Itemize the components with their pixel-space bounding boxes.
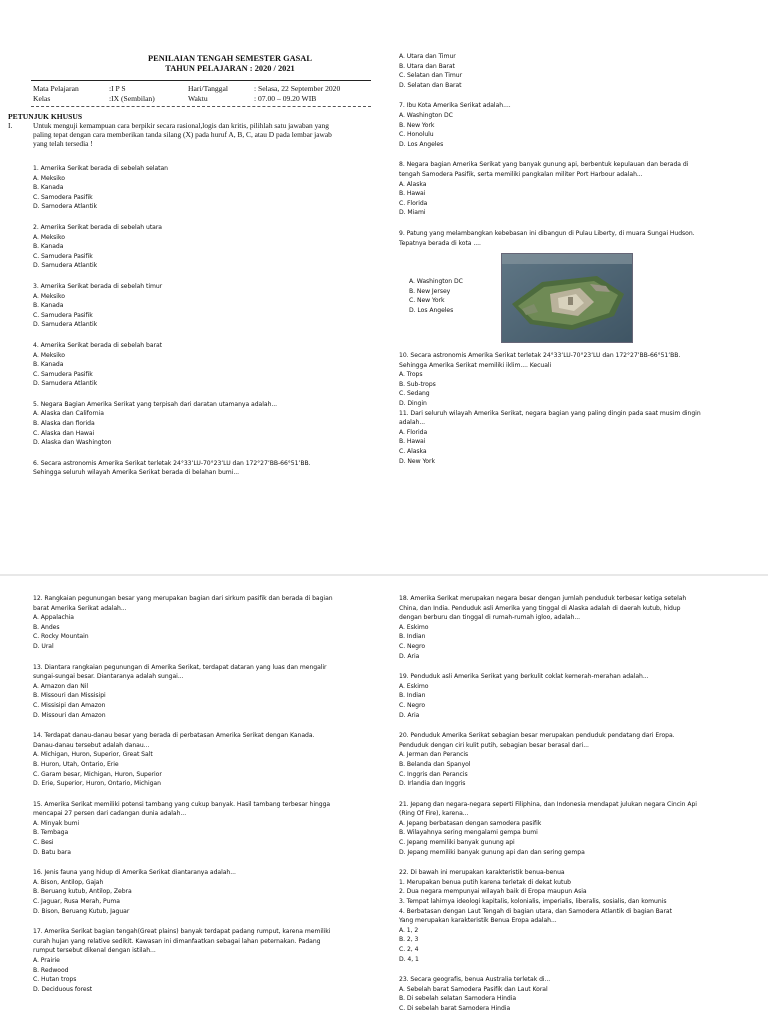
date-label: Hari/Tanggal [188,84,228,93]
option-line: C. Jaguar, Rusa Merah, Puma [33,898,120,906]
option-line: D. Jepang memiliki banyak gunung api dan dan sering gempa [399,848,585,856]
question-line: sungai-sungai besar. Diantaranya adalah sungai... [33,673,184,681]
option-line: C. Hutan trops [33,976,77,984]
question-line: 3. Amerika Serikat berada di sebelah timur [33,282,163,290]
instructions-text [33,121,373,149]
question-line: 13. Diantara rangkaian pegunungan di Amerika Serikat, terdapat dataran yang luas dan mengalir [33,663,327,671]
option-line: A. Sebelah barat Samodera Pasifik dan Laut Koral [399,985,548,993]
question-line: 17. Amerika Serikat bagian tengah(Great plains) banyak terdapat padang rumput, karena memiliki [33,928,331,936]
question-line: 8. Negara bagian Amerika Serikat yang banyak gunung api, berbentuk kepulauan dan berada di [399,161,689,169]
option-line: C. Honolulu [399,131,434,139]
option-line: A. Meksiko [33,292,65,300]
question-line: 20. Penduduk Amerika Serikat sebagian besar merupakan penduduk pendatang dari Eropa. [399,732,675,740]
option-line: C. Inggris dan Perancis [399,770,468,778]
question-line: Tepatnya berada di kota .... [399,239,481,247]
time-value: : 07.00 – 09.20 WIB [254,94,317,103]
option-line: D. Bison, Beruang Kutub, Jaguar [33,907,130,915]
question-line: Sehingga seluruh wilayah Amerika Serikat berada di belahan bumi... [33,469,239,477]
option-line: A. Utara dan Timur [399,53,456,60]
page1-right-questions-b [399,351,761,466]
option-line: C. Missisipi dan Amazon [33,701,106,709]
option-line: C. Garam besar, Michigan, Huron, Superior [33,770,162,778]
question-line: 4. Berbatasan dengan Laut Tengah di bagian utara, dan Samodera Atlantik di bagian Barat [399,907,672,915]
option-line: B. New Jersey [409,287,451,295]
option-line: C. Samudera Pasifik [33,311,93,319]
instructions-line: yang telah tersedia ! [33,139,93,149]
option-line: A. Eskimo [399,623,429,631]
option-line: B. Hawai [399,190,426,198]
question-line: Sehingga Amerika Serikat memiliki iklim.... Kecuali [399,361,552,369]
class-label: Kelas [33,94,51,103]
question-line: 2. Amerika Serikat berada di sebelah utara [33,223,162,231]
option-line: B. Tembaga [33,829,69,837]
question-block [33,868,383,916]
option-line: C. Sedang [399,390,430,398]
option-line: A. Meksiko [33,351,65,359]
option-line: C. Samodera Pasifik [33,193,93,201]
option-line: A. Jepang berbatasan dengan samodera pasifik [399,819,542,827]
option-line: D. Los Angeles [409,306,454,314]
question-line: curah hujan yang relative sedikit. Kawasan ini dimanfaatkan sebagai lahan peternakan. Padang [33,937,321,945]
question-block [399,975,763,1013]
option-line: D. New York [399,457,435,465]
question-line: 6. Secara astronomis Amerika Serikat terletak 24°33’LU-70°23’LU dan 172°27’BB-66°51’BB. [33,459,311,467]
option-line: B. Indian [399,692,426,700]
option-line: C. Negro [399,701,426,709]
option-line: C. Jepang memiliki banyak gunung api [399,839,515,847]
question-block [399,52,761,90]
header-rule-top [31,80,371,81]
question-line: Penduduk dengan ciri kulit putih, sebagian besar berasal dari... [399,741,589,749]
question-line: 21. Jepang dan negara-negara seperti Filiphina, dan Indonesia mendapat julukan negara Cincin Api [399,800,697,808]
date-value: : Selasa, 22 September 2020 [254,84,341,93]
option-line: B. Kanada [33,302,64,310]
class-value: :IX (Sembilan) [109,94,155,103]
option-line: B. Sub-trops [399,380,436,388]
option-line: A. Alaska [399,180,427,188]
option-line: C. Negro [399,642,426,650]
question-line: 10. Secara astronomis Amerika Serikat terletak 24°33’LU-70°23’LU dan 172°27’BB-66°51’BB. [399,352,681,359]
option-line: A. Eskimo [399,682,429,690]
question-line: mencapai 27 persen dari cadangan dunia adalah... [33,810,187,818]
question-line: 9. Patung yang melambangkan kebebasan ini dibangun di Pulau Liberty, di muara Sungai Hudson. [399,229,695,237]
option-line: A. Prairie [33,957,60,964]
option-line: B. Kanada [33,361,64,369]
q9-options [409,277,499,315]
question-line: 11. Dari seluruh wilayah Amerika Serikat, negara bagian yang paling dingin pada saat musim dingin [399,409,701,417]
option-line: D. Aria [399,711,420,719]
question-line: 12. Rangkaian pegunungan besar yang merupakan bagian dari sirkum pasifik dan berada di bagian [33,595,333,602]
page1-left-questions [33,164,378,478]
question-line: 1. Amerika Serikat berada di sebelah selatan [33,165,168,172]
question-block [399,672,763,720]
option-line: B. Huron, Utah, Ontario, Erie [33,760,119,768]
option-line: B. Utara dan Barat [399,62,455,70]
question-line: dengan berburu dan tinggal di rumah-rumah igloo, adalah... [399,614,581,622]
option-line: C. Selatan dan Timur [399,72,463,80]
option-line: D. Missouri dan Amazon [33,711,106,719]
option-line: C. Di sebelah barat Samodera Hindia [399,1004,511,1012]
option-line: D. Dingin [399,399,427,407]
option-line: C. 2, 4 [399,946,419,953]
question-block [33,594,383,652]
option-line: B. Kanada [33,184,64,192]
question-block [33,400,378,448]
question-block [399,800,763,858]
question-line: Yang merupakan karakteristik Benua Eropa adalah... [399,917,557,925]
option-line: C. Alaska dan Hawai [33,429,95,437]
option-line: D. Deciduous forest [33,985,93,993]
page1-right-questions [399,52,761,248]
option-line: A. Michigan, Huron, Superior, Great Salt [33,751,153,759]
question-block [399,229,761,248]
question-line: 2. Dua negara mempunyai wilayah baik di Eropa maupun Asia [399,888,587,896]
option-line: A. Washington DC [409,278,463,285]
question-line: 23. Secara geografis, benua Australia terletak di... [399,976,551,984]
question-line: barat Amerika Serikat adalah... [33,604,127,612]
question-line: tengah Samodera Pasifik, serta memiliki pangkalan militer Port Harbour adalah... [399,170,643,178]
question-block [33,459,378,478]
option-line: B. Hawai [399,438,426,446]
question-block [33,663,383,721]
option-line: B. Kanada [33,243,64,251]
option-line: D. Los Angeles [399,140,444,148]
question-line: 19. Penduduk asli Amerika Serikat yang berkulit coklat kemerah-merahan adalah... [399,673,649,681]
option-line: D. Aria [399,652,420,660]
option-line: D. Ural [33,642,54,650]
option-line: D. Batu bara [33,848,71,856]
question-line: 14. Terdapat danau-danau besar yang berada di perbatasan Amerika Serikat dengan Kanada. [33,732,315,740]
option-line: A. Appalachia [33,614,74,622]
option-line: D. Samudera Atlantik [33,380,98,388]
liberty-island-photo [501,253,633,343]
option-line: B. Alaska dan florida [33,420,95,428]
option-line: C. Alaska [399,447,427,455]
option-line: D. Samudera Atlantik [33,321,98,329]
question-block [33,223,378,271]
option-line: B. Missouri dan Missisipi [33,692,106,700]
header-rule-bottom [31,106,371,107]
question-line: 1. Merupakan benua putih karena terletak di dekat kutub [399,878,571,886]
question-block [399,160,761,218]
subject-label: Mata Pelajaran [33,84,79,93]
instructions-heading: PETUNJUK KHUSUS [8,112,83,121]
option-line: B. 2, 3 [399,936,419,944]
question-block [399,101,761,149]
question-line: 18. Amerika Serikat merupakan negara besar dengan jumlah penduduk terbesar ketiga setelah [399,595,687,602]
time-label: Waktu [188,94,208,103]
option-line: C. Besi [33,839,54,847]
question-block [33,282,378,330]
option-line: C. Samudera Pasifik [33,252,93,260]
question-block [33,341,378,389]
question-line: China, dan India. Penduduk asli Amerika yang tinggal di Alaska adalah di daerah kutub, hidup [399,604,681,612]
option-line: D. 4, 1 [399,955,419,963]
subject-value: :I P S [109,84,126,93]
question-block [399,868,763,964]
academic-year: TAHUN PELAJARAN : 2020 / 2021 [165,64,295,73]
question-line: (Ring Of Fire), karena... [399,810,469,818]
option-line: A. Florida [399,428,428,436]
question-block [399,409,761,467]
option-line: A. Trops [399,371,423,379]
option-line: A. 1, 2 [399,926,419,934]
option-line: B. Andes [33,623,60,631]
question-line: 3. Tempat lahirnya ideologi kapitalis, kolonialis, imperialis, liberalis, sosialis, dan komunis [399,898,667,906]
option-line: A. Minyak bumi [33,819,80,827]
option-line: B. Beruang kutub, Antilop, Zebra [33,888,132,896]
page2-right-questions [399,594,763,1014]
question-line: 5. Negara Bagian Amerika Serikat yang terpisah dari daratan utamanya adalah... [33,400,278,408]
instructions-line: Untuk menguji kemampuan cara berpikir secara rasional,logis dan kritis, pilihlah satu jawaban yang [33,121,329,130]
instructions-line: paling tepat dengan cara memberikan tanda silang (X) pada huruf A, B, C, atau D pada lembar jawab [33,130,332,140]
option-line: A. Amazon dan Nil [33,682,88,690]
question-line: Danau-danau tersebut adalah danau... [33,741,150,749]
question-line: adalah... [399,419,425,427]
option-line: B. Indian [399,633,426,641]
option-line: A. Washington DC [399,111,453,119]
exam-title: PENILAIAN TENGAH SEMESTER GASAL [148,54,312,63]
question-block [399,594,763,661]
option-line: B. Belanda dan Spanyol [399,760,471,768]
question-block [33,164,378,212]
question-block [33,800,383,858]
option-line: C. Florida [399,199,428,207]
option-line: C. New York [409,297,445,305]
liberty-island-image [502,254,632,342]
question-block [33,731,383,789]
question-line: 4. Amerika Serikat berada di sebelah barat [33,341,162,349]
option-line: A. Meksiko [33,233,65,241]
option-line: D. Irlandia dan Inggris [399,780,466,788]
question-block [399,351,761,409]
page2-left-questions [33,594,383,994]
page-separator [0,574,768,576]
option-line: C. Samudera Pasifik [33,370,93,378]
option-line: D. Samudera Atlantik [33,262,98,270]
option-line: C. Rocky Mountain [33,633,89,641]
option-line: D. Erie, Superior, Huron, Ontario, Michigan [33,780,161,788]
question-line: 15. Amerika Serikat memiliki potensi tambang yang cukup banyak. Hasil tambang terbesar hingga [33,800,331,808]
option-line: B. Redwood [33,966,69,974]
option-line: A. Alaska dan California [33,410,104,418]
option-line: D. Selatan dan Barat [399,81,462,89]
option-line: D. Alaska dan Washington [33,439,112,447]
option-line: B. New York [399,121,435,129]
option-line: B. Di sebelah selatan Samodera Hindia [399,995,517,1003]
option-line: D. Samodera Atlantik [33,203,97,211]
option-line: B. Wilayahnya sering mengalami gempa bumi [399,829,538,837]
question-line: rumput tersebut dikenal dengan istilah... [33,947,156,955]
option-line: D. Miami [399,209,426,217]
question-block [33,927,383,994]
option-line: A. Jerman dan Perancis [399,751,469,759]
question-line: 16. Jenis fauna yang hidup di Amerika Serikat diantaranya adalah... [33,869,236,877]
question-line: 22. Di bawah ini merupakan karakteristik benua-benua [399,869,565,877]
question-line: 7. Ibu Kota Amerika Serikat adalah.... [399,102,511,110]
question-block [399,731,763,789]
option-line: A. Meksiko [33,174,65,182]
option-line: A. Bison, Antilop, Gajah [33,878,104,886]
instructions-roman: I. [8,121,13,130]
